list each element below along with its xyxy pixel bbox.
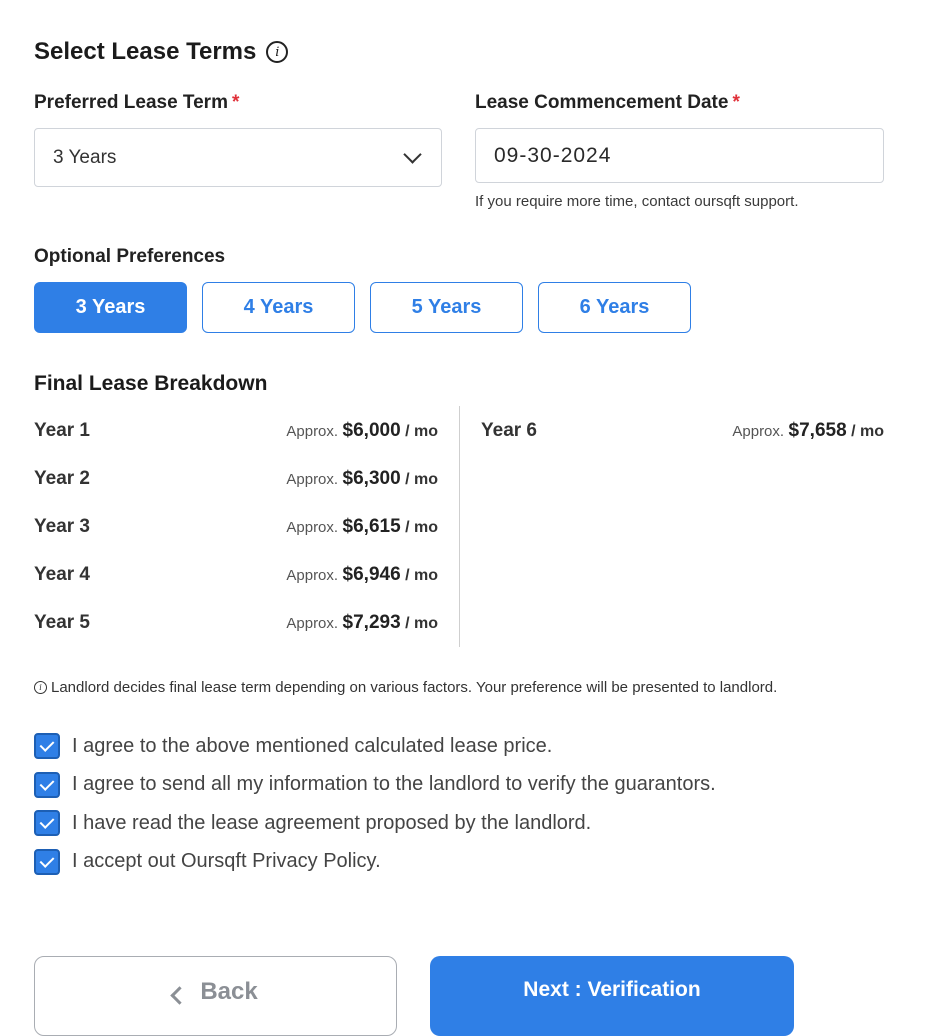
commencement-label-text: Lease Commencement Date xyxy=(475,92,729,113)
breakdown-amount: $6,300 xyxy=(342,468,401,489)
breakdown-row xyxy=(34,468,438,516)
landlord-note-text: Landlord decides final lease term depending on various factors. Your preference will be presented to landlord. xyxy=(51,679,778,696)
chevron-left-icon xyxy=(171,986,189,1004)
checkmark-icon xyxy=(40,853,55,868)
breakdown-year: Year 2 xyxy=(34,468,90,489)
breakdown-unit: / mo xyxy=(405,519,438,536)
checkmark-icon xyxy=(40,737,55,752)
commencement-label xyxy=(475,92,740,114)
breakdown-amount: $7,658 xyxy=(788,420,847,441)
chevron-down-icon xyxy=(403,145,421,163)
back-button[interactable] xyxy=(34,956,397,1036)
option-3-years[interactable]: 3 Years xyxy=(34,282,187,333)
page-title-row xyxy=(34,38,288,66)
commencement-date-value: 09-30-2024 xyxy=(494,143,612,167)
agreement-checkbox[interactable] xyxy=(34,772,60,798)
breakdown-left-column xyxy=(34,420,438,660)
breakdown-price xyxy=(286,564,438,586)
next-button-label: Next : Verification xyxy=(523,978,701,1001)
breakdown-price xyxy=(286,516,438,538)
lease-term-select[interactable] xyxy=(34,128,442,187)
breakdown-year: Year 1 xyxy=(34,420,90,441)
optional-preferences-label: Optional Preferences xyxy=(34,246,226,267)
breakdown-year: Year 6 xyxy=(481,420,537,441)
agreement-item[interactable] xyxy=(34,727,716,766)
agreement-checkbox[interactable] xyxy=(34,733,60,759)
agreement-item[interactable] xyxy=(34,843,716,882)
breakdown-divider xyxy=(459,406,460,647)
breakdown-unit: / mo xyxy=(405,471,438,488)
approx-label: Approx. xyxy=(286,567,339,584)
approx-label: Approx. xyxy=(732,423,785,440)
breakdown-row xyxy=(34,612,438,660)
breakdown-amount: $7,293 xyxy=(342,612,401,633)
agreement-checkbox[interactable] xyxy=(34,810,60,836)
lease-term-value: 3 Years xyxy=(53,146,117,168)
breakdown-price xyxy=(732,420,884,442)
breakdown-row xyxy=(34,564,438,612)
agreement-item[interactable] xyxy=(34,804,716,843)
agreement-checkbox[interactable] xyxy=(34,849,60,875)
agreements-list xyxy=(34,727,716,881)
agreement-label: I agree to the above mentioned calculated lease price. xyxy=(72,734,553,757)
info-icon: i xyxy=(34,681,47,694)
optional-preferences-group xyxy=(34,282,691,333)
breakdown-year: Year 5 xyxy=(34,612,90,633)
info-icon[interactable]: i xyxy=(266,41,288,63)
breakdown-price xyxy=(286,420,438,442)
checkmark-icon xyxy=(40,776,55,791)
approx-label: Approx. xyxy=(286,615,339,632)
next-verification-button[interactable] xyxy=(430,956,794,1036)
breakdown-year: Year 3 xyxy=(34,516,90,537)
agreement-label: I accept out Oursqft Privacy Policy. xyxy=(72,850,381,873)
required-mark: * xyxy=(732,92,740,113)
breakdown-row xyxy=(481,420,884,468)
breakdown-unit: / mo xyxy=(405,615,438,632)
breakdown-amount: $6,615 xyxy=(342,516,401,537)
landlord-note xyxy=(34,679,777,696)
option-6-years[interactable]: 6 Years xyxy=(538,282,691,333)
agreement-item[interactable] xyxy=(34,766,716,805)
breakdown-amount: $6,000 xyxy=(342,420,401,441)
commencement-hint: If you require more time, contact oursqft support. xyxy=(475,193,799,210)
back-button-label: Back xyxy=(200,978,258,1005)
breakdown-row xyxy=(34,516,438,564)
commencement-date-input[interactable] xyxy=(475,128,884,183)
required-mark: * xyxy=(231,92,240,113)
lease-term-label xyxy=(34,92,239,114)
agreement-label: I agree to send all my information to the landlord to verify the guarantors. xyxy=(72,773,716,796)
breakdown-price xyxy=(286,612,438,634)
breakdown-price xyxy=(286,468,438,490)
breakdown-unit: / mo xyxy=(851,423,884,440)
breakdown-year: Year 4 xyxy=(34,564,90,585)
breakdown-amount: $6,946 xyxy=(342,564,401,585)
page-title: Select Lease Terms xyxy=(34,38,257,65)
breakdown-unit: / mo xyxy=(405,567,438,584)
agreement-label: I have read the lease agreement proposed by the landlord. xyxy=(72,811,592,834)
breakdown-right-column xyxy=(481,420,884,468)
breakdown-row xyxy=(34,420,438,468)
approx-label: Approx. xyxy=(286,423,339,440)
option-4-years[interactable]: 4 Years xyxy=(202,282,355,333)
approx-label: Approx. xyxy=(286,471,339,488)
breakdown-unit: / mo xyxy=(405,423,438,440)
breakdown-title: Final Lease Breakdown xyxy=(34,372,268,395)
option-5-years[interactable]: 5 Years xyxy=(370,282,523,333)
checkmark-icon xyxy=(40,814,55,829)
lease-term-label-text: Preferred Lease Term xyxy=(34,92,228,113)
approx-label: Approx. xyxy=(286,519,339,536)
